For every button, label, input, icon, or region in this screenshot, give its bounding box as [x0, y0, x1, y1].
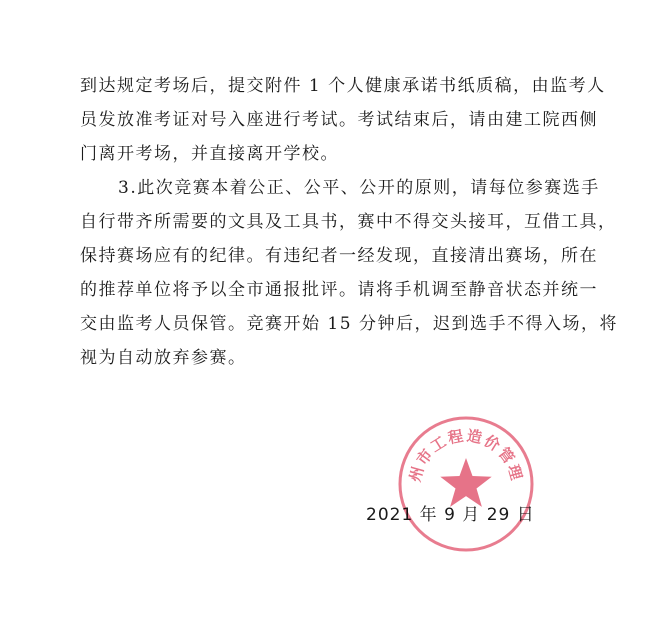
paragraph-line-1: 到达规定考场后，提交附件 1 个人健康承诺书纸质稿，由监考人 — [80, 76, 606, 96]
paragraph-line-3: 门离开考场，并直接离开学校。 — [80, 144, 339, 164]
star-icon — [440, 458, 491, 507]
paragraph-line-7: 的推荐单位将予以全市通报批评。请将手机调至静音状态并统一 — [80, 280, 598, 300]
signature-date: 2021 年 9 月 29 日 — [366, 505, 535, 525]
official-seal-stamp — [396, 414, 536, 554]
paragraph-line-8: 交由监考人员保管。竞赛开始 15 分钟后，迟到选手不得入场，将 — [80, 314, 618, 334]
paragraph-line-9: 视为自动放弃参赛。 — [80, 348, 247, 368]
paragraph-line-4: 3.此次竞赛本着公正、公平、公开的原则，请每位参赛选手 — [118, 178, 600, 198]
seal-text: 州市工程造价管理 — [405, 426, 527, 484]
paragraph-line-2: 员发放准考证对号入座进行考试。考试结束后，请由建工院西侧 — [80, 110, 598, 130]
paragraph-line-6: 保持赛场应有的纪律。有违纪者一经发现，直接清出赛场，所在 — [80, 246, 598, 266]
paragraph-line-5: 自行带齐所需要的文具及工具书，赛中不得交头接耳，互借工具， — [80, 212, 617, 232]
